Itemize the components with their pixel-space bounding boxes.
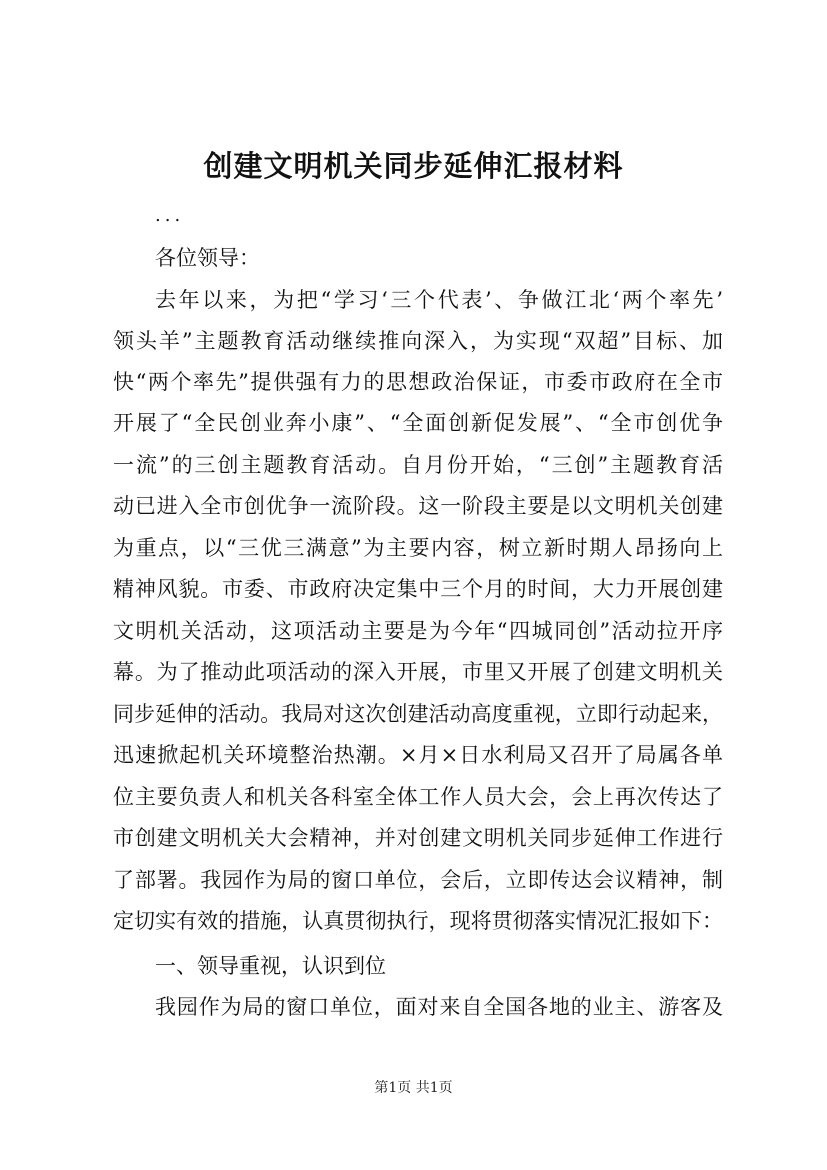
paragraph-line: 快“两个率先”提供强有力的思想政治保证，市委市政府在全市 <box>113 370 723 394</box>
paragraph-line: 定切实有效的措施，认真贯彻执行，现将贯彻落实情况汇报如下： <box>113 909 723 933</box>
paragraph-line: 迅速掀起机关环境整治热潮。×月×日水利局又召开了局属各单 <box>113 743 723 767</box>
paragraph-line: 一流”的三创主题教育活动。自月份开始，“三创”主题教育活 <box>113 453 723 477</box>
page-footer: 第1页 共1页 <box>374 1080 453 1096</box>
section-heading: 一、领导重视，认识到位 <box>155 954 386 978</box>
salutation: 各位领导： <box>155 246 260 270</box>
ellipsis-mark: ... <box>155 205 185 226</box>
paragraph-line: 我园作为局的窗口单位，面对来自全国各地的业主、游客及 <box>155 995 723 1019</box>
paragraph-line: 开展了“全民创业奔小康”、“全面创新促发展”、“全市创优争 <box>113 411 723 435</box>
paragraph-line: 领头羊”主题教育活动继续推向深入，为实现“双超”目标、加 <box>113 329 723 353</box>
paragraph-line: 幕。为了推动此项活动的深入开展，市里又开展了创建文明机关 <box>113 660 723 684</box>
paragraph-line: 位主要负责人和机关各科室全体工作人员大会，会上再次传达了 <box>113 785 723 809</box>
paragraph-line: 精神风貌。市委、市政府决定集中三个月的时间，大力开展创建 <box>113 577 723 601</box>
paragraph-line: 动已进入全市创优争一流阶段。这一阶段主要是以文明机关创建 <box>113 494 723 518</box>
paragraph-line: 去年以来，为把“学习‘三个代表’、争做江北‘两个率先’ <box>155 288 723 312</box>
paragraph-line: 同步延伸的活动。我局对这次创建活动高度重视，立即行动起来， <box>113 702 723 726</box>
document-title: 创建文明机关同步延伸汇报材料 <box>203 149 624 183</box>
paragraph-line: 文明机关活动，这项活动主要是为今年“四城同创”活动拉开序 <box>113 619 723 643</box>
paragraph-line: 为重点，以“三优三满意”为主要内容，树立新时期人昂扬向上 <box>113 536 723 560</box>
paragraph-line: 市创建文明机关大会精神，并对创建文明机关同步延伸工作进行 <box>113 826 723 850</box>
paragraph-line: 了部署。我园作为局的窗口单位，会后，立即传达会议精神，制 <box>113 868 723 892</box>
